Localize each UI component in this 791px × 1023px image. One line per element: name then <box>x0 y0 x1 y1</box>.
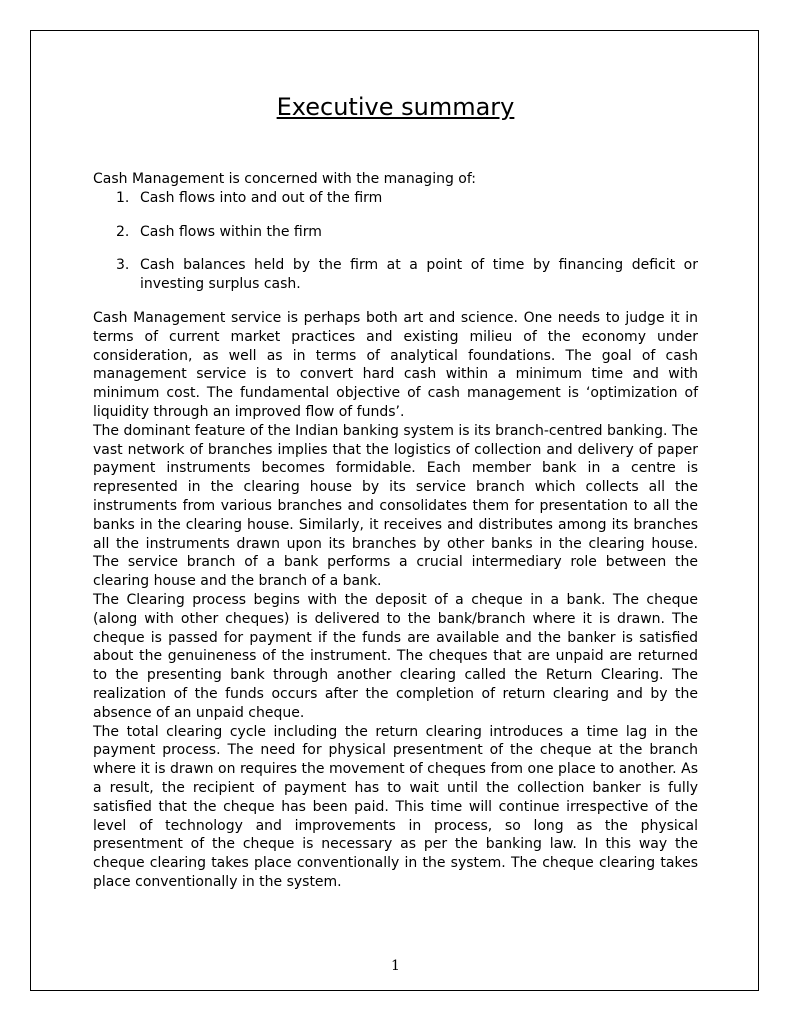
list-item <box>93 189 698 208</box>
intro-text: Cash Management is concerned with the managing of: <box>93 171 477 187</box>
list-item-text: Cash flows into and out of the firm <box>140 189 383 206</box>
paragraph: Cash Management service is perhaps both art and science. One needs to judge it in terms of current market practices and existing milieu of the economy under consideration, as well as in terms of analytical foundations. The goal of cash management service is to convert hard cash within a minimum time and with minimum cost. The fundamental objective of cash management is ‘optimization of liquidity through an improved flow of funds’. <box>93 309 698 420</box>
paragraph: The Clearing process begins with the deposit of a cheque in a bank. The cheque (along with other cheques) is delivered to the bank/branch where it is drawn. The cheque is passed for payment if the funds are available and the banker is satisfied about the genuineness of the instrument. The cheques that are unpaid are returned to the presenting bank through another clearing called the Return Clearing. The realization of the funds occurs after the completion of return clearing and by the absence of an unpaid cheque. <box>93 591 698 721</box>
page-number: 1 <box>391 958 400 974</box>
paragraph: The total clearing cycle including the return clearing introduces a time lag in the payment process. The need for physical presentment of the cheque at the branch where it is drawn on requires the movement of cheques from one place to another. As a result, the recipient of payment has to wait until the collection banker is fully satisfied that the cheque has been paid. This time will continue irrespective of the level of technology and improvements in process, so long as the physical presentment of the cheque is necessary as per the banking law. In this way the cheque clearing takes place conventionally in the system. The cheque clearing takes place conventionally in the system. <box>93 723 698 890</box>
list-number: 1. <box>116 189 130 206</box>
list-item <box>93 223 698 242</box>
paragraph: The dominant feature of the Indian banking system is its branch-centred banking. The vast network of branches implies that the logistics of collection and delivery of paper payment instruments becomes formidable. Each member bank in a centre is represented in the clearing house by its service branch which collects all the instruments from various branches and consolidates them for presentation to all the banks in the clearing house. Similarly, it receives and distributes among its branches all the instruments drawn upon its branches by other banks in the clearing house. The service branch of a bank performs a crucial intermediary role between the clearing house and the branch of a bank. <box>93 422 698 590</box>
document-body <box>93 92 698 892</box>
page-title: Executive summary <box>276 93 515 121</box>
list-number: 2. <box>116 223 130 240</box>
list-item-text: Cash flows within the firm <box>140 223 322 240</box>
numbered-list <box>93 189 698 294</box>
list-item <box>93 256 698 294</box>
list-item-text: Cash balances held by the firm at a point of time by financing deficit or investing surplus cash. <box>140 257 698 293</box>
list-number: 3. <box>116 257 130 274</box>
